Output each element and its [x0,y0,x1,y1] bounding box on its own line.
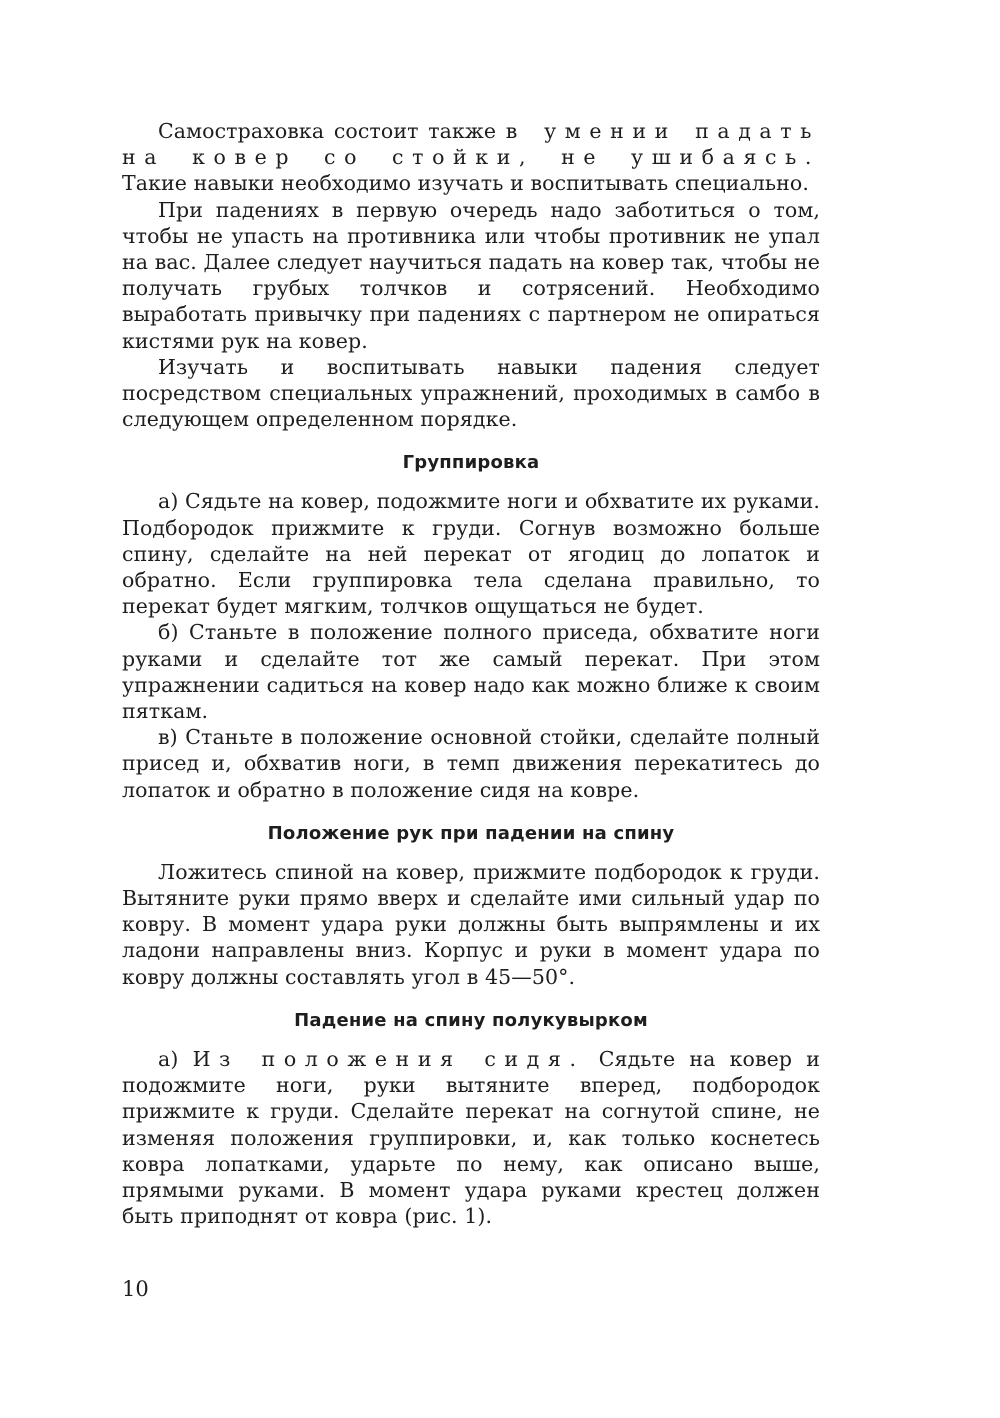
paragraph-intro-1 [122,118,820,197]
section-heading-arm-position: Положение рук при падении на спину [267,822,675,844]
intro-1-spaced-emphasis: в умении падать на ковер со стойки, не ушибаясь. [122,119,820,170]
back-fall-a-rest: Сядьте на ковер и подожмите ноги, руки вытяните вперед, подбородок прижмите к груди. Сделайте перекат на согнутой спине, не изменяя положения группировки, и, как только коснетесь ковра лопатками, ударьте по нему, как описано выше, прямыми руками. В момент удара руками крестец должен быть приподнят от ковра (рис. 1). [122,1046,821,1229]
intro-1-suffix: Такие навыки необходимо изучать и воспитывать специально. [122,171,809,196]
spacer [122,432,820,450]
page-number: 10 [122,1277,149,1301]
paragraph-grouping-a: а) Сядьте на ковер, подожмите ноги и обхватите их руками. Подбородок прижмите к груди. Согнув возможно больше спину, сделайте на ней перекат от ягодиц до лопаток и обратно. Если группировка тела сделана правильно, то перекат будет мягким, толчков ощущаться не будет. [122,489,820,619]
section-heading-back-fall: Падение на спину полукувырком [294,1009,648,1031]
back-fall-a-spaced-emphasis: Из положения сидя. [192,1046,585,1071]
paragraph-intro-3: Изучать и воспитывать навыки падения следует посредством специальных упражнений, проходимых в самбо в следующем определенном порядке. [122,354,820,432]
spacer [122,990,820,1008]
paragraph-back-fall-a [122,1046,820,1229]
section-heading-grouping: Группировка [402,452,540,474]
intro-1-prefix: Самостраховка состоит также [158,119,506,143]
spacer [122,803,820,821]
spacer [122,476,820,488]
paragraph-grouping-c: в) Станьте в положение основной стойки, сделайте полный присед и, обхватив ноги, в темп движения перекатитесь до лопаток и обратно в положение сидя на ковре. [122,725,820,802]
paragraph-intro-2: При падениях в первую очередь надо заботиться о том, чтобы не упасть на противника или чтобы противник не упал на вас. Далее следует научиться падать на ковер так, чтобы не получать грубых толчков и сотрясений. Необходимо выработать привычку при падениях с партнером не опираться кистями рук на ковер. [122,197,820,353]
text-column [122,118,820,1229]
spacer [122,847,820,859]
back-fall-a-label: а) [158,1046,193,1071]
paragraph-arm-position: Ложитесь спиной на ковер, прижмите подбородок к груди. Вытяните руки прямо вверх и сделайте ими сильный удар по ковру. В момент удара руки должны быть выпрямлены и их ладони направлены вниз. Корпус и руки в момент удара по ковру должны составлять угол в 45—50°. [122,859,820,989]
spacer [122,1034,820,1046]
paragraph-grouping-b: б) Станьте в положение полного приседа, обхватите ноги руками и сделайте тот же самый перекат. При этом упражнении садиться на ковер надо как можно ближе к своим пяткам. [122,620,820,724]
